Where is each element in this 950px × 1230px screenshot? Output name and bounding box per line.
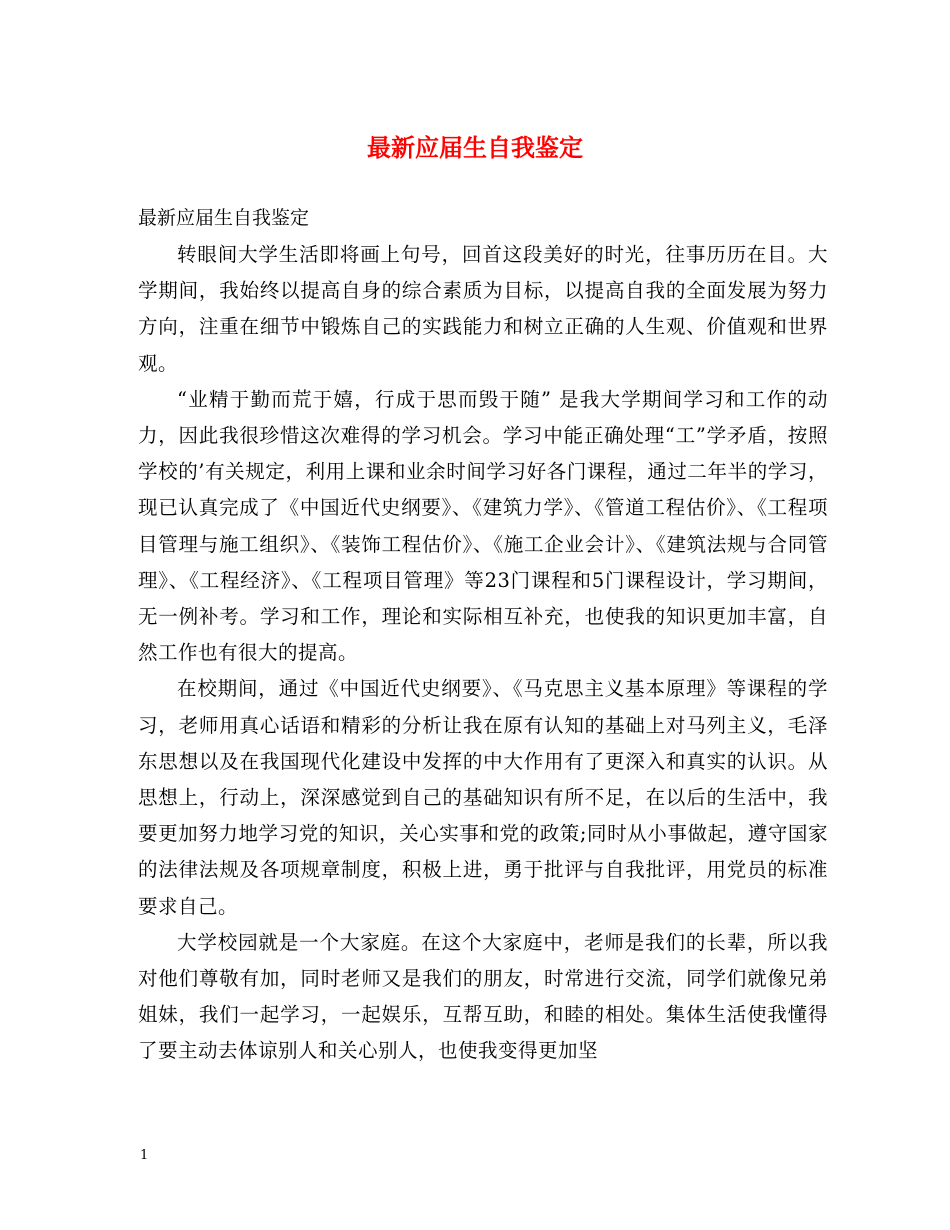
- page-number: 1: [140, 1148, 149, 1163]
- paragraph: 在校期间，通过《中国近代史纲要》、《马克思主义基本原理》等课程的学习，老师用真心话语和精彩的分析让我在原有认知的基础上对马列主义，毛泽东思想以及在我国现代化建设中发挥的中大作用有了更深入和真实的认识。从思想上，行动上，深深感觉到自己的基础知识有所不足，在以后的生活中，我要更加努力地学习党的知识，关心实事和党的政策;同时从小事做起，遵守国家的法律法规及各项规章制度，积极上进，勇于批评与自我批评，用党员的标准要求自己。: [138, 677, 828, 918]
- paragraph: 大学校园就是一个大家庭。在这个大家庭中，老师是我们的长辈，所以我对他们尊敬有加，同时老师又是我们的朋友，时常进行交流，同学们就像兄弟姐妹，我们一起学习，一起娱乐，互帮互助，和睦的相处。集体生活使我懂得了要主动去体谅别人和关心别人，也使我变得更加坚: [138, 930, 828, 1063]
- document-subtitle: 最新应届生自我鉴定: [138, 207, 310, 229]
- paragraph: “业精于勤而荒于嬉，行成于思而毁于随” 是我大学期间学习和工作的动力，因此我很珍惜这次难得的学习机会。学习中能正确处理“工”学矛盾，按照学校的’有关规定，利用上课和业余时间学习好各门课程，通过二年半的学习，现已认真完成了《中国近代史纲要》、《建筑力学》、《管道工程估价》、《工程项目管理与施工组织》、《装饰工程估价》、《施工企业会计》、《建筑法规与合同管理》、《工程经济》、《工程项目管理》等23门课程和5门课程设计，学习期间，无一例补考。学习和工作，理论和实际相互补充，也使我的知识更加丰富，自然工作也有很大的提高。: [138, 387, 828, 665]
- page-title: 最新应届生自我鉴定: [367, 133, 583, 162]
- paragraph: 转眼间大学生活即将画上句号，回首这段美好的时光，往事历历在目。大学期间，我始终以提高自身的综合素质为目标，以提高自我的全面发展为努力方向，注重在细节中锻炼自己的实践能力和树立正确的人生观、价值观和世界观。: [138, 243, 828, 375]
- document-body: [138, 237, 828, 1070]
